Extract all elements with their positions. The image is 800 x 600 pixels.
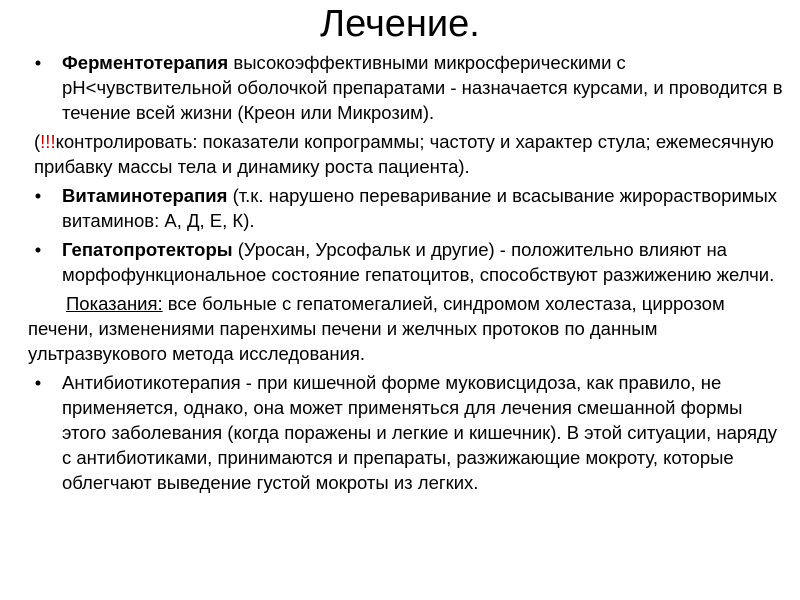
list-item-hepatoprotectors (28, 237, 788, 287)
item-text: Антибиотикотерапия - при кишечной форме муковисцидоза, как правило, не применяется, однако, она может применяться для лечения смешанной формы этого заболевания (когда поражены и легкие и кишечник). В этой ситуации, наряду с антибиотиками, принимаются и препараты, разжижающие мокроту, которые облегчают выведение густой мокроты из легких. (62, 372, 778, 493)
monitoring-note (28, 129, 788, 179)
note-open-paren: ( (34, 131, 41, 152)
bullet-icon: • (34, 185, 42, 206)
item-text: (Уросан, Урсофальк и другие) - положительно влияют на морфофункциональное состояние гепатоцитов, способствуют разжижению желчи. (62, 239, 775, 285)
bullet-icon: • (34, 52, 42, 73)
bullet-icon: • (34, 372, 42, 393)
slide-title: Лечение. (320, 3, 480, 45)
item-text: высокоэффективными микросферическими с рН<чувствительной оболочкой препаратами - назначается курсами, и проводится в течение всей жизни (Креон или Микрозим). (62, 52, 783, 123)
item-heading: Ферментотерапия (62, 52, 229, 73)
item-heading: Витаминотерапия (62, 185, 228, 206)
indications-paragraph (28, 291, 788, 366)
indications-label: Показания: (66, 293, 163, 314)
item-text: (т.к. нарушено переваривание и всасывание жирорастворимых витаминов: А, Д, Е, К). (62, 185, 778, 231)
note-exclamation-marks: !!! (40, 131, 56, 152)
indications-text: все больные с гепатомегалией, синдромом холестаза, циррозом печени, изменениями паренхимы печени и желчных протоков по данным ультразвукового метода исследования. (28, 293, 725, 364)
list-item-vitamin-therapy (28, 183, 788, 233)
list-item-enzyme-therapy (28, 50, 788, 125)
slide-content (28, 50, 788, 499)
list-item-antibiotic-therapy (28, 370, 788, 495)
note-text: контролировать: показатели копрограммы; частоту и характер стула; ежемесячную прибавку массы тела и динамику роста пациента). (34, 131, 774, 177)
bullet-icon: • (34, 239, 42, 260)
item-heading: Гепатопротекторы (62, 239, 233, 260)
